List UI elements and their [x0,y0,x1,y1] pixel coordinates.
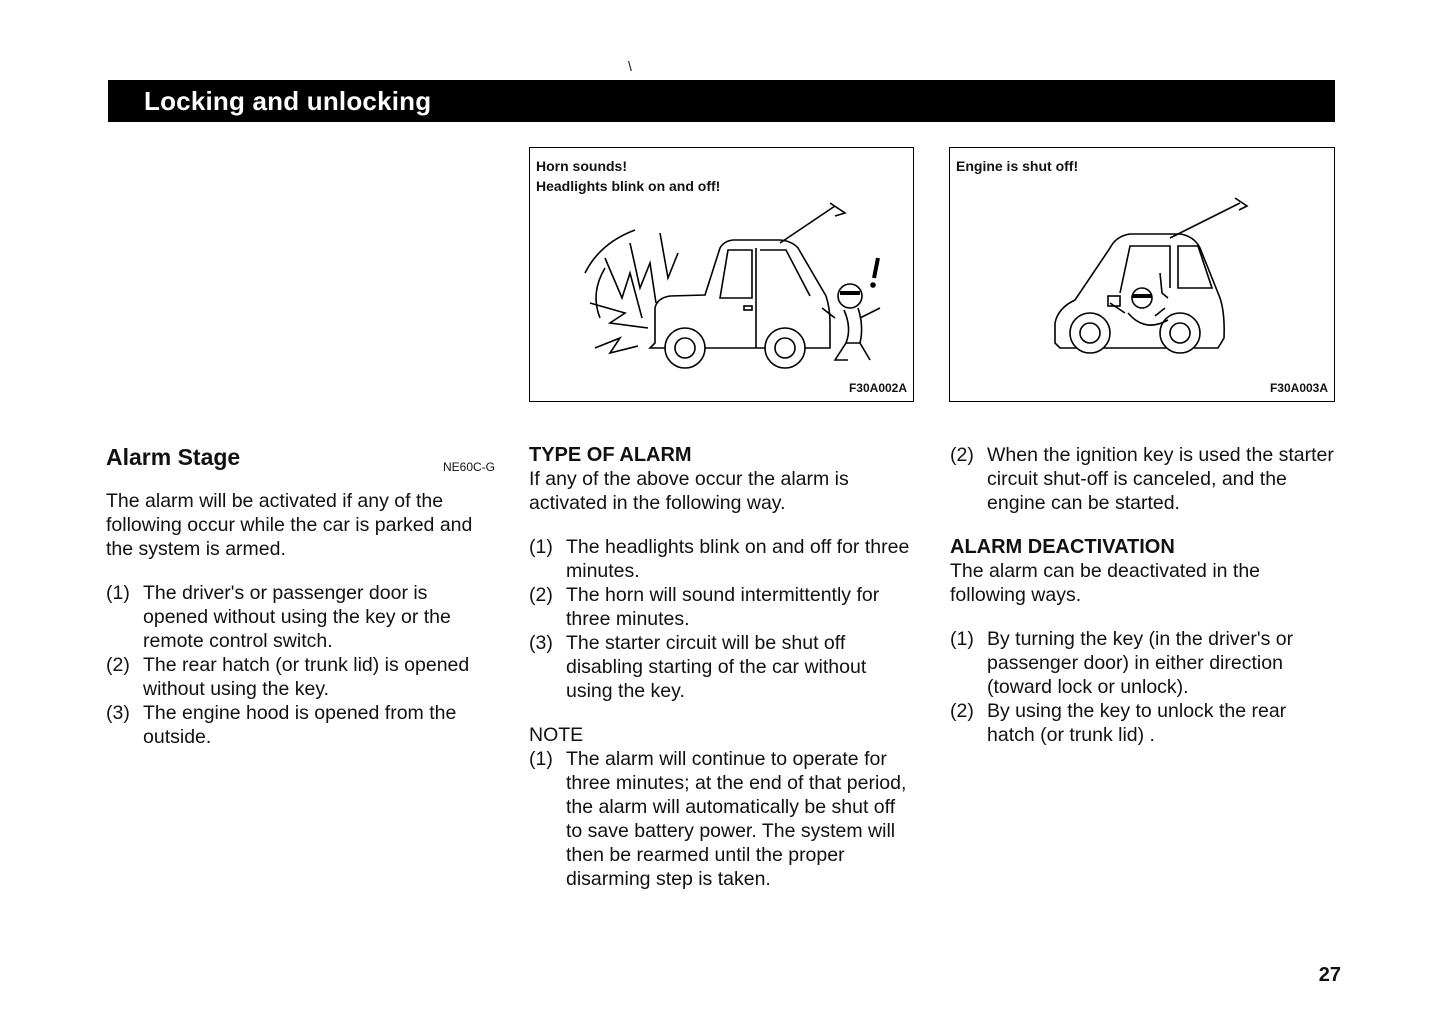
list-item [106,701,495,749]
item-number: (2) [106,654,130,676]
alarm-stage-heading [106,445,495,479]
item-text: The starter circuit will be shut off disabling starting of the car without using the key. [566,632,867,702]
list-item [950,443,1336,515]
page-number: 27 [1318,964,1341,986]
car-thief-illustration [950,148,1336,403]
stray-mark: \ [628,58,632,74]
item-number: (2) [950,444,974,466]
item-text: By turning the key (in the driver's or passenger door) in either direction (toward lock or unlock). [987,628,1294,698]
list-item [950,699,1336,747]
caption-line: Horn sounds! [536,158,627,174]
figure-code: F30A002A [848,381,907,395]
column-alarm-deactivation [950,443,1336,747]
item-text: The rear hatch (or trunk lid) is opened without using the key. [143,654,470,700]
column-alarm-stage [106,445,495,749]
item-text: The engine hood is opened from the outside. [143,702,457,748]
item-number: (1) [950,628,974,650]
reference-code: NE60C-G [442,460,495,474]
list-item [529,583,915,631]
deactivation-list [950,627,1336,747]
car-alarm-illustration [530,148,915,403]
figure-code: F30A003A [1269,381,1328,395]
section-title: Locking and unlocking [144,86,432,116]
list-item [950,627,1336,699]
item-text: The driver's or passenger door is opened without using the key or the remote control switch. [143,582,451,652]
alarm-action-list [529,535,915,703]
list-item [529,631,915,703]
note-list [529,747,915,891]
intro-paragraph: The alarm can be deactivated in the following ways. [950,560,1261,606]
item-number: (2) [950,700,974,722]
intro-paragraph: If any of the above occur the alarm is activated in the following way. [529,468,849,514]
item-text: The headlights blink on and off for three minutes. [566,536,910,582]
figure-horn-headlights [529,147,914,402]
figure-engine-shutoff [949,147,1335,402]
item-text: The alarm will continue to operate for three minutes; at the end of that period, the alarm will automatically be shut off to save battery power. The system will then be rearmed until the proper disarming step is taken. [566,748,907,890]
heading-text: Alarm Stage [106,444,241,470]
continued-list [950,443,1336,515]
item-text: When the ignition key is used the starter circuit shut-off is canceled, and the engine can be started. [987,444,1334,514]
item-text: The horn will sound intermittently for three minutes. [566,584,880,630]
caption-line: Headlights blink on and off! [536,178,721,194]
item-number: (3) [106,702,130,724]
item-number: (1) [106,582,130,604]
section-header-bar [108,80,1335,122]
column-type-of-alarm [529,443,915,891]
item-text: By using the key to unlock the rear hatch (or trunk lid) . [987,700,1287,746]
item-number: (2) [529,584,553,606]
list-item [529,535,915,583]
trigger-list [106,581,495,749]
note-label: NOTE [529,724,584,746]
item-number: (3) [529,632,553,654]
item-number: (1) [529,748,553,770]
type-of-alarm-heading: TYPE OF ALARM [529,444,692,466]
alarm-deactivation-heading: ALARM DEACTIVATION [950,536,1175,558]
caption-line: Engine is shut off! [956,158,1079,174]
list-item [529,747,915,891]
intro-paragraph: The alarm will be activated if any of the following occur while the car is parked and the system is armed. [106,490,473,560]
item-number: (1) [529,536,553,558]
list-item [106,581,495,653]
list-item [106,653,495,701]
